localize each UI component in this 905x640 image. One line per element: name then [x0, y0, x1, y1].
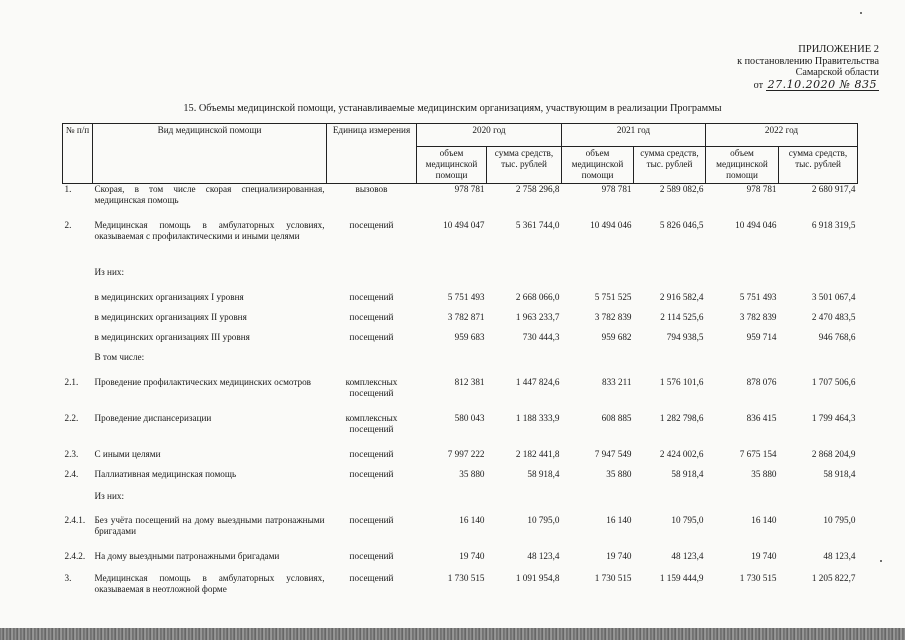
cell-volume-2020: 3 782 871 [447, 311, 485, 322]
row-number [63, 267, 93, 292]
table-row [63, 469, 858, 491]
cell-volume-2022 [706, 491, 779, 515]
col-unit-header: Единица измерения [327, 124, 417, 184]
cell-sum-2022 [779, 352, 858, 377]
cell-volume-2020: 1 730 515 [447, 572, 485, 583]
row-name: С иными целями [94, 448, 161, 459]
table-row [63, 184, 858, 220]
cell-volume-2020: 978 781 [454, 184, 485, 194]
year-2020-header: 2020 год [417, 124, 562, 147]
cell-volume-2021: 10 494 046 [590, 219, 632, 230]
cell-volume-2022: 10 494 046 [735, 219, 777, 230]
row-unit: посещений [349, 331, 394, 342]
cell-sum-2022 [779, 267, 858, 292]
cell-volume-2020 [417, 352, 487, 377]
table-body [63, 184, 858, 603]
cell-sum-2021 [634, 267, 706, 292]
cell-sum-2020: 2 758 296,8 [515, 184, 560, 194]
cell-sum-2020: 1 447 824,6 [515, 376, 560, 387]
cell-sum-2020: 10 795,0 [527, 514, 560, 525]
cell-volume-2020: 35 880 [459, 468, 485, 479]
row-name: Из них: [94, 490, 125, 501]
row-number: 2.1. [64, 376, 79, 387]
row-number [63, 312, 93, 332]
row-unit: посещений [349, 311, 394, 322]
row-number [63, 332, 93, 352]
cell-sum-2021: 2 114 525,6 [660, 311, 704, 322]
cell-sum-2020: 2 182 441,8 [515, 448, 560, 459]
table-row [63, 449, 858, 469]
table-row [63, 292, 858, 312]
row-unit: вызовов [355, 184, 388, 194]
cell-sum-2021: 5 826 046,5 [659, 219, 704, 230]
row-name: Скорая, в том числе скорая специализированная, медицинская помощь [94, 184, 325, 205]
row-name: в медицинских организациях I уровня [94, 291, 244, 302]
cell-sum-2022: 10 795,0 [823, 514, 856, 525]
cell-volume-2022 [706, 352, 779, 377]
cell-sum-2022: 58 918,4 [823, 468, 856, 479]
row-number [63, 491, 93, 515]
handwritten-date: 27.10.2020 № 835 [767, 77, 877, 91]
cell-sum-2022: 1 707 506,6 [811, 376, 856, 387]
appendix-title: ПРИЛОЖЕНИЕ 2 [798, 44, 879, 55]
row-number: 2.4.1. [64, 514, 86, 525]
cell-volume-2021: 3 782 839 [594, 311, 632, 322]
row-name: Проведение профилактических медицинских осмотров [94, 376, 312, 387]
cell-sum-2021: 1 282 798,6 [659, 412, 704, 423]
table-row [63, 515, 858, 551]
cell-sum-2022: 48 123,4 [823, 550, 856, 561]
cell-sum-2020: 730 444,3 [522, 331, 560, 342]
cell-sum-2020: 1 963 233,7 [515, 311, 560, 322]
row-name: в медицинских организациях III уровня [94, 331, 250, 342]
scan-edge-noise [0, 628, 905, 640]
row-name: На дому выездными патронажными бригадами [94, 550, 280, 561]
volume-header: объем медицинской помощи [562, 147, 634, 184]
cell-sum-2022: 2 680 917,4 [811, 184, 856, 194]
row-name: Из них: [94, 266, 125, 277]
cell-volume-2022: 35 880 [751, 468, 777, 479]
table-row [63, 267, 858, 292]
cell-sum-2020 [487, 352, 562, 377]
row-number: 2.4.2. [64, 550, 86, 561]
cell-volume-2021 [562, 352, 634, 377]
row-unit: посещений [349, 219, 394, 230]
appendix-dateline [737, 79, 879, 92]
cell-sum-2021: 2 424 002,6 [659, 448, 704, 459]
cell-sum-2021 [634, 352, 706, 377]
cell-sum-2022: 2 868 204,9 [811, 448, 856, 459]
sum-header: сумма средств, тыс. рублей [779, 147, 858, 184]
cell-sum-2020: 1 188 333,9 [515, 412, 560, 423]
cell-volume-2020: 7 997 222 [447, 448, 485, 459]
cell-sum-2021: 2 916 582,4 [659, 291, 704, 302]
scan-speck [860, 12, 862, 14]
document-title: 15. Объемы медицинской помощи, устанавливаемые медицинским организациям, участвующим в реализации Программы [183, 103, 722, 114]
row-unit [327, 352, 417, 377]
scan-speck [880, 560, 882, 562]
cell-sum-2020: 58 918,4 [527, 468, 560, 479]
col-name-header: Вид медицинской помощи [93, 124, 327, 184]
cell-sum-2021: 1 576 101,6 [659, 376, 704, 387]
cell-sum-2022: 1 205 822,7 [811, 572, 856, 583]
row-unit: комплексных посещений [345, 412, 398, 434]
cell-sum-2020: 1 091 954,8 [515, 572, 560, 583]
cell-volume-2021: 1 730 515 [594, 572, 632, 583]
row-number: 2.3. [64, 448, 79, 459]
table-row [63, 312, 858, 332]
cell-volume-2020 [417, 267, 487, 292]
year-2021-header: 2021 год [562, 124, 706, 147]
cell-volume-2020 [417, 491, 487, 515]
cell-sum-2021: 10 795,0 [671, 514, 704, 525]
cell-sum-2020: 5 361 744,0 [515, 219, 560, 230]
row-unit [327, 491, 417, 515]
cell-sum-2021 [634, 491, 706, 515]
cell-volume-2021: 7 947 549 [594, 448, 632, 459]
cell-sum-2021: 794 938,5 [666, 331, 704, 342]
row-unit: посещений [349, 514, 394, 525]
cell-sum-2022: 2 470 483,5 [811, 311, 856, 322]
cell-sum-2022: 3 501 067,4 [811, 291, 856, 302]
cell-sum-2021: 48 123,4 [671, 550, 704, 561]
row-number [63, 352, 93, 377]
cell-volume-2020: 19 740 [459, 550, 485, 561]
cell-volume-2022: 3 782 839 [739, 311, 777, 322]
row-name: Медицинская помощь в амбулаторных условиях, оказываемая с профилактическими и иными целями [94, 219, 325, 241]
cell-volume-2022: 7 675 154 [739, 448, 777, 459]
cell-sum-2021: 1 159 444,9 [659, 572, 704, 583]
cell-volume-2020: 16 140 [459, 514, 485, 525]
cell-sum-2021: 2 589 082,6 [659, 184, 704, 194]
sum-header: сумма средств, тыс. рублей [634, 147, 706, 184]
cell-sum-2022: 1 799 464,3 [811, 412, 856, 423]
cell-volume-2020: 5 751 493 [447, 291, 485, 302]
appendix-block [737, 44, 879, 91]
row-name: В том числе: [94, 351, 145, 362]
row-unit [327, 267, 417, 292]
cell-volume-2022: 836 415 [746, 412, 777, 423]
row-unit: посещений [349, 468, 394, 479]
row-unit: посещений [349, 572, 394, 583]
row-unit: комплексных посещений [345, 376, 398, 398]
cell-volume-2022: 5 751 493 [739, 291, 777, 302]
cell-sum-2020: 48 123,4 [527, 550, 560, 561]
row-number: 3. [64, 572, 72, 583]
cell-sum-2020 [487, 491, 562, 515]
cell-volume-2021: 608 885 [601, 412, 632, 423]
cell-volume-2021: 959 682 [601, 331, 632, 342]
cell-volume-2020: 10 494 047 [443, 219, 485, 230]
cell-sum-2020 [487, 267, 562, 292]
cell-volume-2021: 19 740 [606, 550, 632, 561]
cell-volume-2020: 580 043 [454, 412, 485, 423]
table-row [63, 332, 858, 352]
sum-header: сумма средств, тыс. рублей [487, 147, 562, 184]
row-number: 2. [64, 219, 72, 230]
row-number: 1. [64, 184, 72, 194]
date-prefix: от [753, 79, 764, 91]
row-name: в медицинских организациях II уровня [94, 311, 247, 322]
cell-sum-2022: 6 918 319,5 [811, 219, 856, 230]
table-row [63, 551, 858, 573]
cell-volume-2020: 812 381 [454, 376, 485, 387]
cell-sum-2022 [779, 491, 858, 515]
cell-sum-2022: 946 768,6 [818, 331, 856, 342]
cell-volume-2021: 833 211 [601, 376, 632, 387]
cell-volume-2021 [562, 267, 634, 292]
appendix-line-1: к постановлению Правительства [737, 55, 879, 67]
cell-volume-2021: 16 140 [606, 514, 632, 525]
cell-volume-2022: 1 730 515 [739, 572, 777, 583]
table-row [63, 491, 858, 515]
cell-volume-2022: 959 714 [746, 331, 777, 342]
cell-volume-2021: 5 751 525 [594, 291, 632, 302]
cell-volume-2022: 878 076 [746, 376, 777, 387]
row-number [63, 292, 93, 312]
appendix-line-2: Самарской области [795, 67, 879, 78]
table-row [63, 352, 858, 377]
col-num-header: № п/п [63, 124, 93, 184]
volumes-table [62, 123, 858, 603]
volume-header: объем медицинской помощи [417, 147, 487, 184]
row-unit: посещений [349, 550, 394, 561]
row-number: 2.4. [64, 468, 79, 479]
table-row [63, 413, 858, 449]
row-name: Паллиативная медицинская помощь [94, 468, 237, 479]
row-name: Проведение диспансеризации [94, 412, 212, 423]
table-row [63, 377, 858, 413]
volume-header: объем медицинской помощи [706, 147, 779, 184]
cell-volume-2022: 978 781 [746, 184, 777, 194]
cell-volume-2022: 19 740 [751, 550, 777, 561]
cell-volume-2021: 978 781 [601, 184, 632, 194]
table-row [63, 573, 858, 603]
cell-volume-2020: 959 683 [454, 331, 485, 342]
row-name: Медицинская помощь в амбулаторных условиях, оказываемая в неотложной форме [94, 572, 325, 594]
cell-sum-2020: 2 668 066,0 [515, 291, 560, 302]
cell-volume-2021: 35 880 [606, 468, 632, 479]
row-unit: посещений [349, 448, 394, 459]
row-name: Без учёта посещений на дому выездными патронажными бригадами [94, 514, 325, 536]
row-unit: посещений [349, 291, 394, 302]
cell-volume-2022 [706, 267, 779, 292]
cell-sum-2021: 58 918,4 [671, 468, 704, 479]
table-row [63, 220, 858, 267]
cell-volume-2022: 16 140 [751, 514, 777, 525]
row-number: 2.2. [64, 412, 79, 423]
cell-volume-2021 [562, 491, 634, 515]
year-2022-header: 2022 год [706, 124, 858, 147]
